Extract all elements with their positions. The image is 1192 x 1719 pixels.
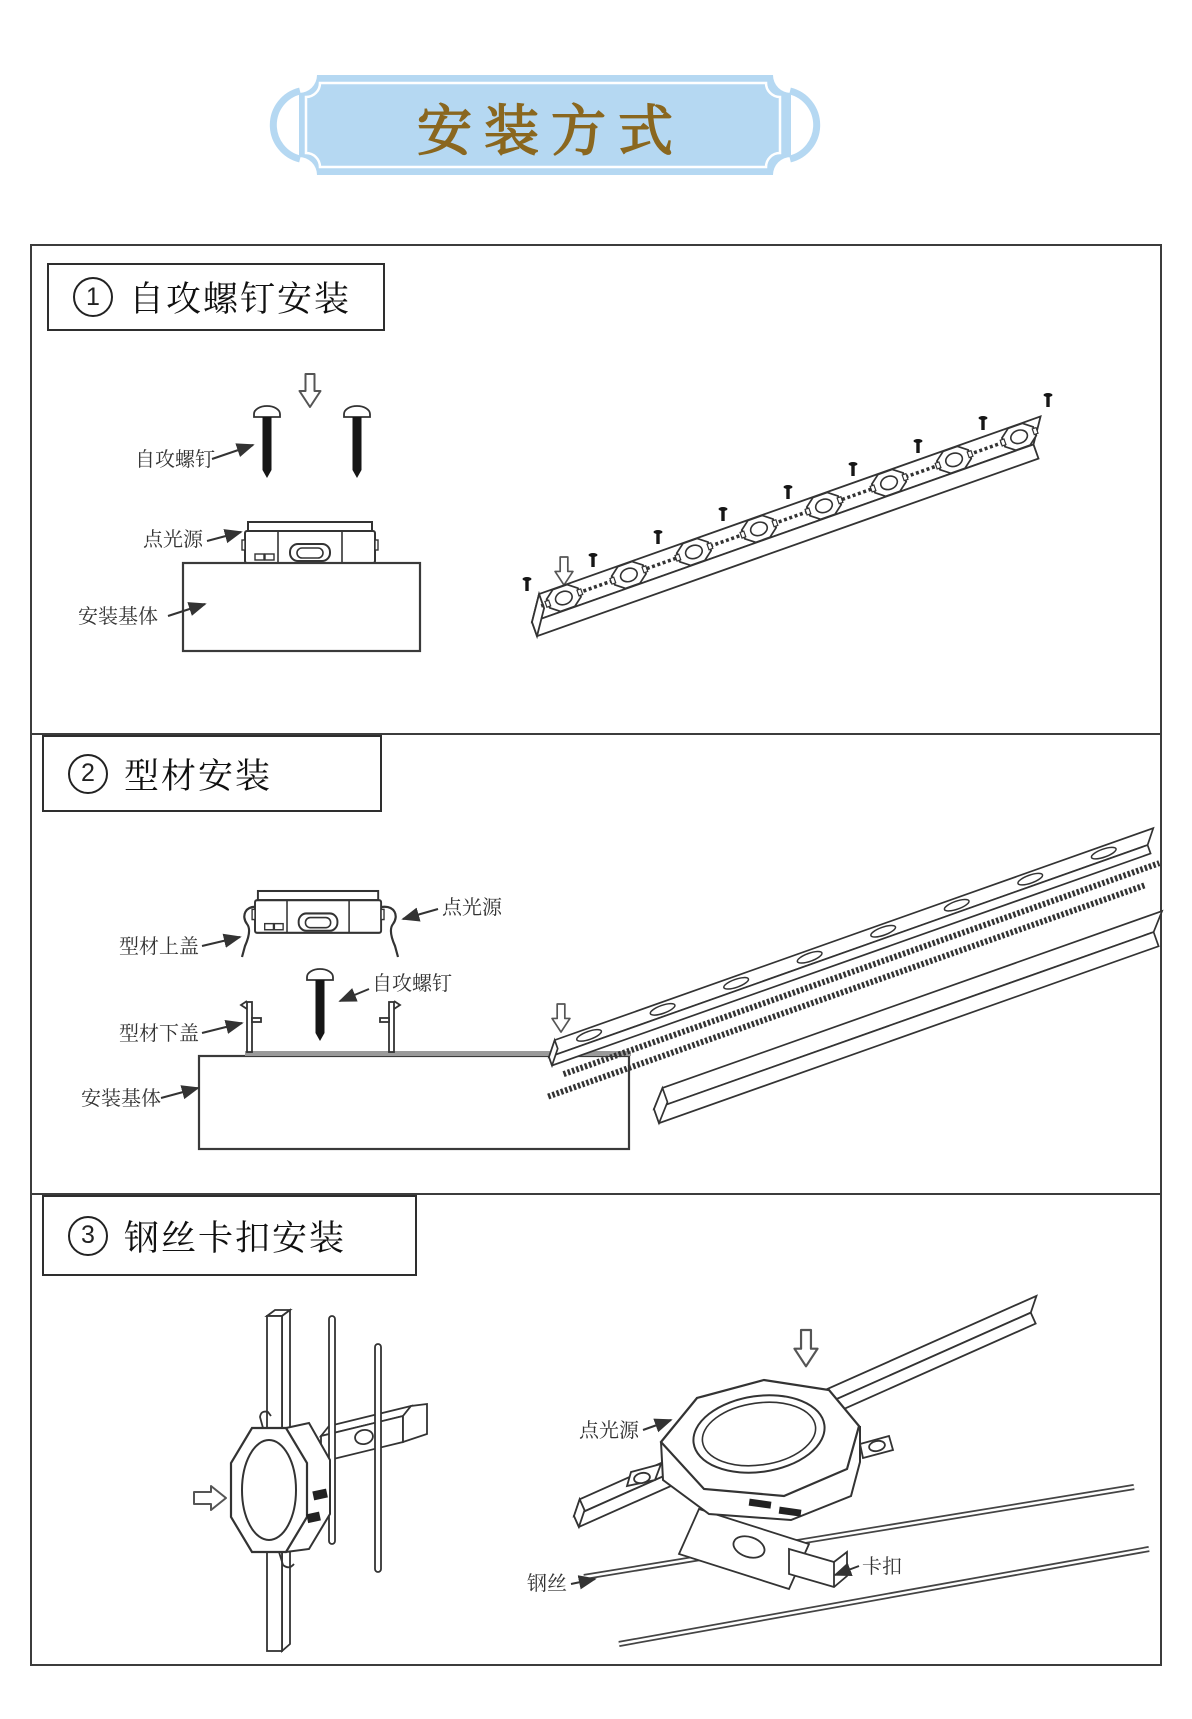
- down-arrow-icon: [794, 1330, 817, 1366]
- label-wire: 钢丝: [527, 1573, 567, 1595]
- label-light-source: 点光源: [143, 529, 203, 551]
- section-2-heading: 型材安装: [124, 756, 273, 796]
- diagram-wire-clip-isometric: [489, 1294, 1163, 1652]
- floating-screws: [523, 393, 1053, 591]
- page-title: 安装方式: [416, 100, 685, 162]
- diagram-profile-install-isometric: [469, 817, 1171, 1135]
- section-3-header: [42, 1195, 417, 1276]
- label-light-source: 点光源: [442, 897, 502, 919]
- led-string-illustration: [548, 885, 1146, 1097]
- diagram-wire-clip-front-view: [149, 1294, 491, 1666]
- section-1-heading: 自攻螺钉安装: [129, 280, 352, 319]
- section-3-heading: 钢丝卡扣安装: [124, 1218, 347, 1258]
- label-base: 安装基体: [78, 606, 158, 628]
- label-top-cover: 型材上盖: [119, 936, 199, 958]
- down-arrow-icon: [300, 374, 321, 407]
- section-profile-install: [32, 733, 1160, 1193]
- diagram-screw-install-side-view: [60, 335, 440, 667]
- title-banner: [287, 72, 803, 180]
- screw-illustration: [307, 969, 333, 1041]
- screw-illustration: [344, 406, 370, 478]
- diagram-screw-install-isometric: [469, 389, 1161, 651]
- screw-illustration: [254, 406, 280, 478]
- section-wire-clip-install: [32, 1193, 1160, 1663]
- wire-clip-illustration: [679, 1509, 847, 1589]
- down-arrow-icon: [555, 557, 573, 585]
- wire-rod-illustration: [375, 1344, 381, 1572]
- section-2-number-badge: 2: [68, 754, 108, 794]
- label-bottom-cover: 型材下盖: [119, 1023, 199, 1045]
- right-arrow-icon: [194, 1486, 226, 1510]
- section-3-number-badge: 3: [68, 1216, 108, 1256]
- label-clip: 卡扣: [862, 1556, 902, 1578]
- label-light-source: 点光源: [579, 1420, 639, 1442]
- section-1-header: [47, 263, 385, 331]
- light-module-with-clips: [242, 891, 398, 957]
- light-module-illustration: [231, 1412, 330, 1568]
- section-1-number-badge: 1: [73, 277, 113, 317]
- label-screw: 自攻螺钉: [372, 973, 452, 995]
- mounting-strip-illustration: [524, 416, 1054, 636]
- down-arrow-icon: [552, 1004, 570, 1032]
- label-screw: 自攻螺钉: [135, 449, 215, 471]
- label-base: 安装基体: [81, 1088, 161, 1110]
- content-box: [30, 244, 1162, 1666]
- clip-bracket-illustration: [321, 1404, 427, 1462]
- section-self-tapping-screw: [32, 246, 1160, 733]
- mounting-base-illustration: [183, 563, 420, 651]
- light-module-illustration: [242, 522, 378, 563]
